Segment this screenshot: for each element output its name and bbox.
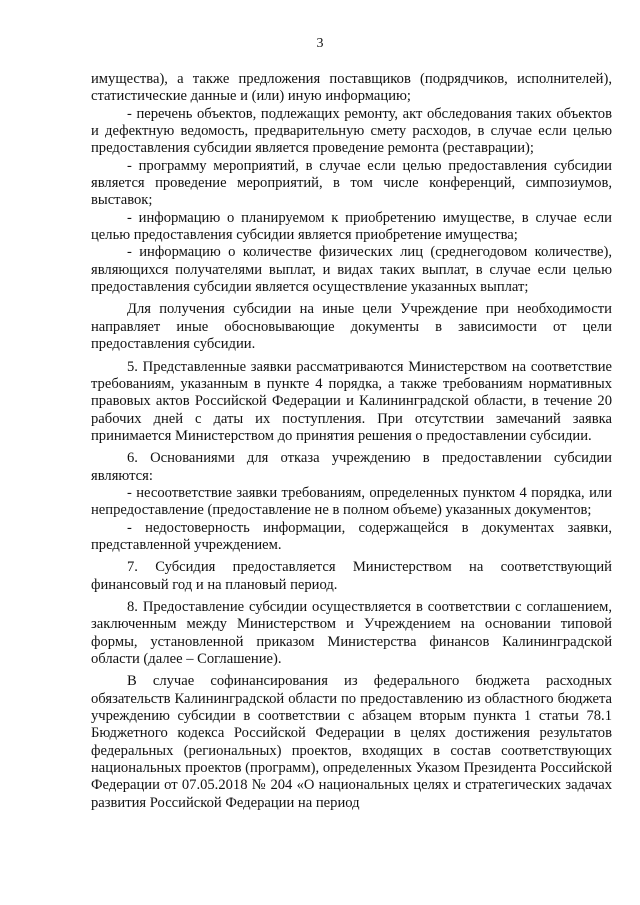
paragraph: 5. Представленные заявки рассматриваются Министерством на соответствие требованиям, указанным в пункте 4 порядка, а также требованиям нормативных правовых актов Российской Федерации и Калининградской области, в течение 20 рабочих дней с даты их поступления. При отсутствии замечаний заявка принимается Министерством до принятия решения о предоставлении субсидии. [91, 358, 612, 444]
paragraph: - перечень объектов, подлежащих ремонту, акт обследования таких объектов и дефектную ведомость, предварительную смету расходов, в случае если целью предоставления субсидии является проведение ремонта (реставрации); [91, 105, 612, 157]
paragraph: 6. Основаниями для отказа учреждению в предоставлении субсидии являются: [91, 450, 612, 484]
paragraph: 8. Предоставление субсидии осуществляется в соответствии с соглашением, заключенным между Министерством и Учреждением на основании типовой формы, установленной приказом Министерства финансов Калининградской области (далее – Соглашение). [91, 598, 612, 667]
paragraph: Для получения субсидии на иные цели Учреждение при необходимости направляет иные обосновывающие документы в зависимости от цели предоставления субсидии. [91, 301, 612, 353]
paragraph: В случае софинансирования из федерального бюджета расходных обязательств Калининградской области по предоставлению из областного бюджета учреждению субсидии в соответствии с абзацем вторым пункта 1 статьи 78.1 Бюджетного кодекса Российской Федерации в целях достижения результатов федеральных (региональных) проектов, входящих в состав соответствующих национальных проектов (программ), определенных Указом Президента Российской Федерации от 07.05.2018 № 204 «О национальных целях и стратегических задачах развития Российской Федерации на период [91, 673, 612, 811]
paragraph: 7. Субсидия предоставляется Министерством на соответствующий финансовый год и на плановый период. [91, 559, 612, 593]
paragraph: - несоответствие заявки требованиям, определенных пунктом 4 порядка, или непредоставление (предоставление не в полном объеме) указанных документов; [91, 484, 612, 519]
paragraph: - информацию о планируемом к приобретению имуществе, в случае если целью предоставления субсидии является приобретение имущества; [91, 209, 612, 244]
paragraph: - недостоверность информации, содержащейся в документах заявки, представленной учреждением. [91, 519, 612, 553]
paragraph: - программу мероприятий, в случае если целью предоставления субсидии является проведение мероприятий, в том числе конференций, симпозиумов, выставок; [91, 157, 612, 209]
paragraph: - информацию о количестве физических лиц (среднегодовом количестве), являющихся получателями выплат, и видах таких выплат, в случае если целью предоставления субсидии является осуществление указанных выплат; [91, 244, 612, 296]
paragraph: имущества), а также предложения поставщиков (подрядчиков, исполнителей), статистические данные и (или) иную информацию; [91, 71, 612, 105]
page-number: 3 [316, 36, 324, 51]
document-body [91, 71, 612, 812]
